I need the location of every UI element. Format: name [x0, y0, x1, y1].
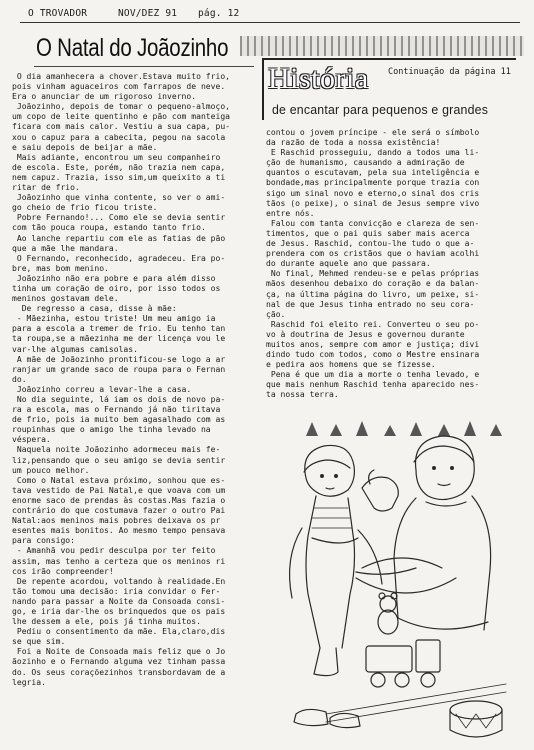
left-story-line: A mãe de Joãozinho prontificou-se logo a ar: [12, 354, 226, 364]
left-story-line: Era o anunciar de um rigoroso inverno.: [12, 92, 197, 102]
left-story-line: se que sim.: [12, 637, 66, 647]
right-story-line: No final, Mehmed rendeu-se e pelas próprias: [266, 269, 480, 279]
publication-name: O TROVADOR: [28, 8, 88, 19]
left-story-line: Joãozinho correu a levar-lhe a casa.: [12, 384, 192, 394]
left-story-line: ranjar um grande saco de roupa para o Fernan: [12, 364, 226, 374]
right-story-line: Pena é que um dia a morte o tenha levado, e: [266, 370, 480, 380]
left-story-line: com tão pouca roupa, estando tanto frio.: [12, 223, 206, 233]
right-story-line: entre nós.: [266, 208, 315, 218]
left-story-line: pois vinham aguaceiros com farrapos de neve.: [12, 82, 226, 92]
right-story-line: sigo um sinal novo e eterno,o sinal dos cris: [266, 188, 480, 198]
left-story-line: Naquela noite Joãozinho adormeceu mais fe-: [12, 445, 221, 455]
left-story-line: tava vestido de Pai Natal,e que voava com um: [12, 485, 226, 495]
title-rule: [34, 66, 254, 67]
left-story-line: que a mãe lhe mandara.: [12, 243, 119, 253]
illustration-boys-with-toys: [266, 418, 524, 740]
right-story-line: timentos, que o pai quis saber mais acerca: [266, 228, 470, 238]
left-story-line: Joãozinho não era pobre e para além disso: [12, 273, 216, 283]
left-story-line: go cheio de frio ficou triste.: [12, 203, 158, 213]
left-story-line: Pediu o consentimento da mãe. Ela,claro,dis: [12, 627, 226, 637]
left-story-line: lhe dessem a ele, pois já tinha muitos.: [12, 617, 201, 627]
right-story-line: vo à doutrina de Jesus e governou durante: [266, 329, 465, 339]
left-story-line: tão tomou uma decisão: iria convidar o Fer-: [12, 586, 221, 596]
left-story-line: ficara com mais calor. Vestiu a sua capa, pu-: [12, 122, 231, 132]
left-story-line: assim, mas tenho a certeza que os meninos ri: [12, 556, 226, 566]
right-story-line: dindo tudo com todos, como o Mestre ensinara: [266, 350, 480, 360]
left-story-line: Joãozinho que vinha contente, so ver o ami-: [12, 193, 226, 203]
left-story-line: var-lhe algumas camisolas.: [12, 344, 138, 354]
right-story-line: muitos anos, sempre com amor e justiça; divi: [266, 339, 480, 349]
left-story-line: Natal:aos meninos mais pobres deixava os pr: [12, 516, 221, 526]
left-story-line: meninos gostavam dele.: [12, 294, 119, 304]
header-rule: [20, 22, 520, 23]
left-story-line: cos irão compreender!: [12, 566, 114, 576]
right-story-line: ta nossa terra.: [266, 390, 339, 400]
right-story-line: tãos (o peixe), o sinal de Jesus sempre vivo: [266, 198, 480, 208]
left-story-line: para consigo:: [12, 536, 75, 546]
left-story-line: De regresso a casa, disse à mãe:: [12, 304, 177, 314]
right-story-line: do durante aquele ano que passara.: [266, 259, 431, 269]
left-story-title: O Natal do Joãozinho: [36, 34, 229, 62]
right-story-line: da razão de toda a nossa existência!: [266, 138, 441, 148]
left-story-line: Foi a Noite de Consoada mais feliz que o Jo: [12, 647, 226, 657]
left-story-line: véspera.: [12, 435, 51, 445]
left-story-line: - Amanhã vou pedir desculpa por ter feito: [12, 546, 216, 556]
left-story-line: de frio, pois ia muito bem agasalhado com as: [12, 415, 226, 425]
left-story-line: ta roupa,se a mãezinha me der licença vou le: [12, 334, 226, 344]
right-story-line: Falou com tanta convicção e clareza de sen-: [266, 218, 480, 228]
left-story-line: De repente acordou, voltando à realidade.En: [12, 576, 226, 586]
right-story-line: e pedira aos homens que se fizesse.: [266, 360, 436, 370]
left-story-line: liz,pensando que o seu amigo se devia sentir: [12, 455, 226, 465]
left-story-line: enorme saco de prendas às costas.Mas fazia o: [12, 495, 226, 505]
right-story-line: prendera com os cristãos que o haviam acolhi: [266, 249, 480, 259]
left-story-line: ra a escola, mas o Fernando já não tiritava: [12, 405, 221, 415]
left-story-line: Ao lanche repartiu com ele as fatias de pão: [12, 233, 226, 243]
left-story-line: Mais adiante, encontrou um seu companheiro: [12, 152, 221, 162]
left-story-line: um copo de leite quentinho e pão com manteiga: [12, 112, 231, 122]
right-story-line: ção de humanismo, causando a admiração de: [266, 158, 465, 168]
left-story-line: roupinhas que o amigo lhe tinha levado na: [12, 425, 211, 435]
left-story-line: Como o Natal estava próximo, sonhou que es-: [12, 475, 226, 485]
page-number: pág. 12: [198, 8, 240, 19]
decorative-band: [240, 36, 524, 56]
left-story-line: do.: [12, 374, 27, 384]
left-story-line: do. Os seus coraçõezinhos transbordavam de a: [12, 667, 226, 677]
left-story-line: ãozinho e o Fernando alguma vez tinham passa: [12, 657, 226, 667]
left-story-line: de escola. Este, porém, não trazia nem capa,: [12, 162, 226, 172]
right-story-line: nal de que Jesus tinha entrado no seu cora-: [266, 299, 475, 309]
right-story-line: que mais nenhum Raschid tenha aparecido nes-: [266, 380, 480, 390]
left-story-line: go, e iria dar-lhe os brinquedos que os pais: [12, 606, 226, 616]
right-story-line: ça, na última página do livro, um peixe, si-: [266, 289, 480, 299]
left-story-line: nem capuz. Trazia, isso sim,um queixito a ti: [12, 172, 226, 182]
left-story-line: legria.: [12, 677, 46, 687]
boys-illustration: [266, 418, 524, 740]
right-story-line: bondade,mas principalmente porque trazia con: [266, 178, 480, 188]
left-story-line: Joãozinho, depois de tomar o pequeno-almoço,: [12, 102, 231, 112]
left-story-line: um pouco melhor.: [12, 465, 90, 475]
continuation-note: Continuação da página 11: [388, 67, 511, 77]
left-story-line: para a escola a tremer de frio. Eu tenho tan: [12, 324, 226, 334]
right-story-line: ção.: [266, 309, 286, 319]
issue-date: NOV/DEZ 91: [118, 8, 178, 19]
left-story-line: Pobre Fernando!... Como ele se devia sentir: [12, 213, 226, 223]
left-story-line: e saiu depois de beijar a mãe.: [12, 142, 158, 152]
left-story-line: O Fernando, reconhecido, agradeceu. Era po-: [12, 253, 226, 263]
left-story-line: esentes mais bonitos. Ao mesmo tempo pensava: [12, 526, 226, 536]
right-story-title: História: [268, 62, 369, 95]
left-story-line: xou o capuz para a cabecita, pegou na sacola: [12, 132, 226, 142]
right-story-body: [266, 128, 479, 401]
right-story-subtitle: de encantar para pequenos e grandes: [272, 102, 489, 117]
right-story-line: de Jesus. Raschid, contou-lhe tudo o que a-: [266, 239, 475, 249]
right-story-line: contou o jovem príncipe - ele será o símbolo: [266, 128, 480, 137]
left-story-line: No dia seguinte, lá iam os dois de novo pa-: [12, 395, 226, 404]
left-story-line: bre, mas bom menino.: [12, 263, 109, 273]
left-story-line: - Mãezinha, estou triste! Um meu amigo ia: [12, 314, 216, 324]
left-story-line: O dia amanhecera a chover.Estava muito frio,: [12, 72, 231, 81]
right-story-line: quantos o escutavam, pela sua inteligência e: [266, 168, 480, 178]
right-story-line: mãos desenhou debaixo do coração e da balan-: [266, 279, 480, 289]
right-story-line: Raschid foi eleito rei. Converteu o seu po-: [266, 319, 480, 329]
left-story-line: ritar de frio.: [12, 183, 80, 193]
left-story-line: nando para passar a Noite da Consoada consi-: [12, 596, 226, 606]
left-story-line: tinha um coração de oiro, por isso todos os: [12, 283, 221, 293]
right-story-line: E Raschid prosseguiu, dando a todos uma li-: [266, 148, 480, 158]
left-story-line: contrário do que costumava fazer o outro Pai: [12, 506, 226, 516]
left-story-body: [12, 72, 230, 688]
